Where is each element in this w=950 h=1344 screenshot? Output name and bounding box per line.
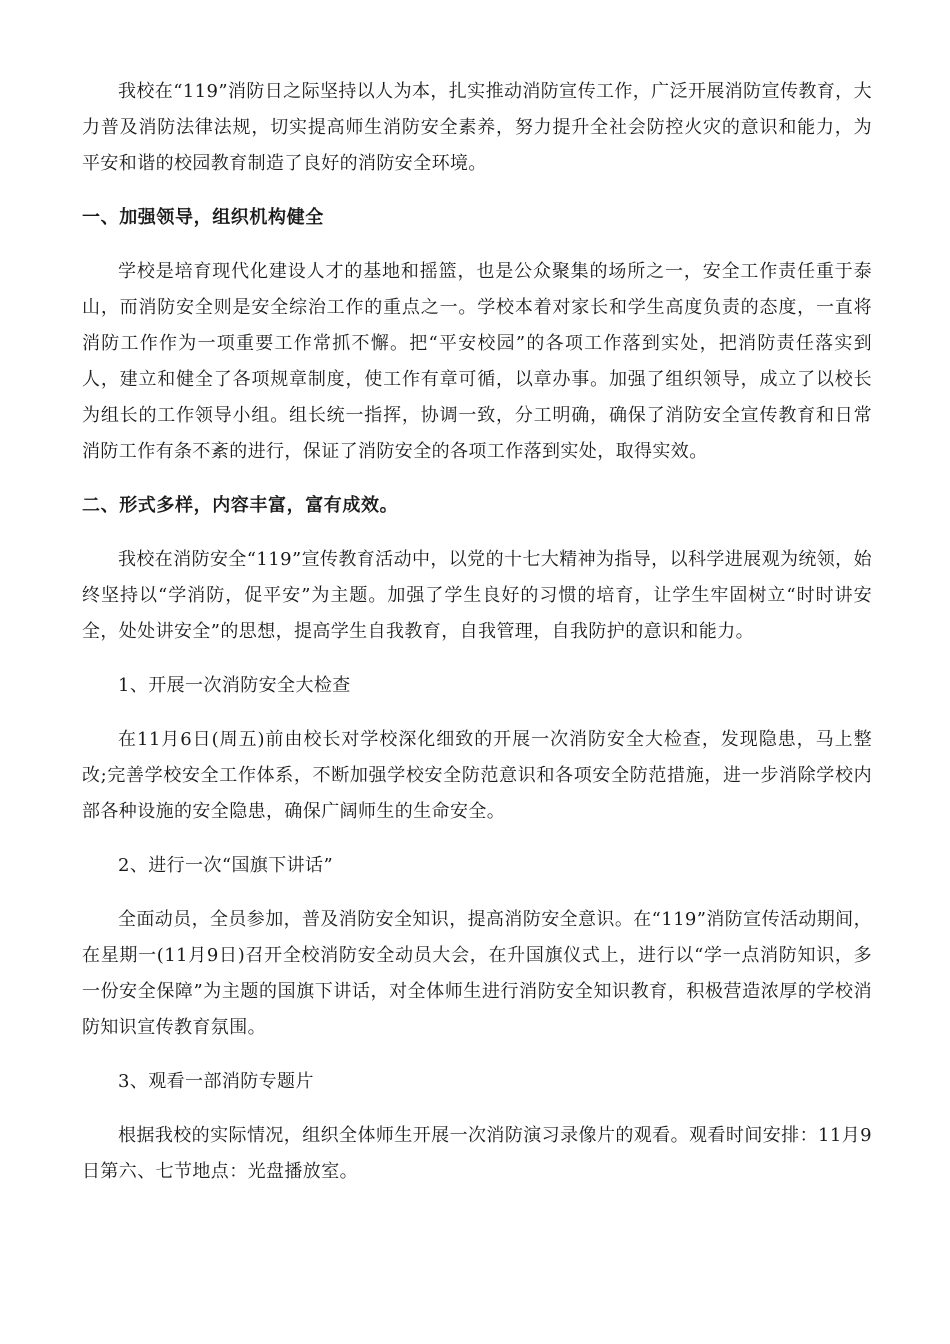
spacer <box>82 1100 872 1118</box>
section-2-paragraph: 我校在消防安全“119”宣传教育活动中，以党的十七大精神为指导，以科学进展观为统领，始终坚持以“学消防，促平安”为主题。加强了学生良好的习惯的培育，让学生牢固树立“时时讲安全，处处讲安全”的思想，提高学生自我教育，自我管理，自我防护的意识和能力。 <box>82 549 872 642</box>
spacer <box>82 1046 872 1064</box>
document-page <box>82 74 872 1190</box>
subsection-3-paragraph: 根据我校的实际情况，组织全体师生开展一次消防演习录像片的观看。观看时间安排：11月9日第六、七节地点：光盘播放室。 <box>82 1125 872 1182</box>
section-heading-2: 二、形式多样，内容丰富，富有成效。 <box>82 495 399 516</box>
subsection-1-paragraph: 在11月6日(周五)前由校长对学校深化细致的开展一次消防安全大检查，发现隐患，马上整改;完善学校安全工作体系，不断加强学校安全防范意识和各项安全防范措施，进一步消除学校内部各种设施的安全隐患，确保广阔师生的生命安全。 <box>82 729 872 822</box>
section-heading-1: 一、加强领导，组织机构健全 <box>82 207 324 228</box>
spacer <box>82 470 872 488</box>
spacer <box>82 884 872 902</box>
spacer <box>82 524 872 542</box>
intro-paragraph: 我校在“119”消防日之际坚持以人为本，扎实推动消防宣传工作，广泛开展消防宣传教育，大力普及消防法律法规，切实提高师生消防安全素养，努力提升全社会防控火灾的意识和能力，为平安和谐的校园教育制造了良好的消防安全环境。 <box>82 81 872 174</box>
subsection-2-paragraph: 全面动员，全员参加，普及消防安全知识，提高消防安全意识。在“119”消防宣传活动期间，在星期一(11月9日)召开全校消防安全动员大会，在升国旗仪式上，进行以“学一点消防知识，多一份安全保障”为主题的国旗下讲话，对全体师生进行消防安全知识教育，积极营造浓厚的学校消防知识宣传教育氛围。 <box>82 909 872 1038</box>
spacer <box>82 704 872 722</box>
spacer <box>82 236 872 254</box>
spacer <box>82 182 872 200</box>
section-1-paragraph: 学校是培育现代化建设人才的基地和摇篮，也是公众聚集的场所之一，安全工作责任重于泰山，而消防安全则是安全综治工作的重点之一。学校本着对家长和学生高度负责的态度，一直将消防工作作为一项重要工作常抓不懈。把“平安校园”的各项工作落到实处，把消防责任落实到人，建立和健全了各项规章制度，使工作有章可循，以章办事。加强了组织领导，成立了以校长为组长的工作领导小组。组长统一指挥，协调一致，分工明确，确保了消防安全宣传教育和日常消防工作有条不紊的进行，保证了消防安全的各项工作落到实处，取得实效。 <box>82 261 872 462</box>
spacer <box>82 830 872 848</box>
subheading-2: 2、进行一次“国旗下讲话” <box>118 855 334 876</box>
spacer <box>82 650 872 668</box>
subheading-3: 3、观看一部消防专题片 <box>118 1071 314 1092</box>
subheading-1: 1、开展一次消防安全大检查 <box>118 675 351 696</box>
